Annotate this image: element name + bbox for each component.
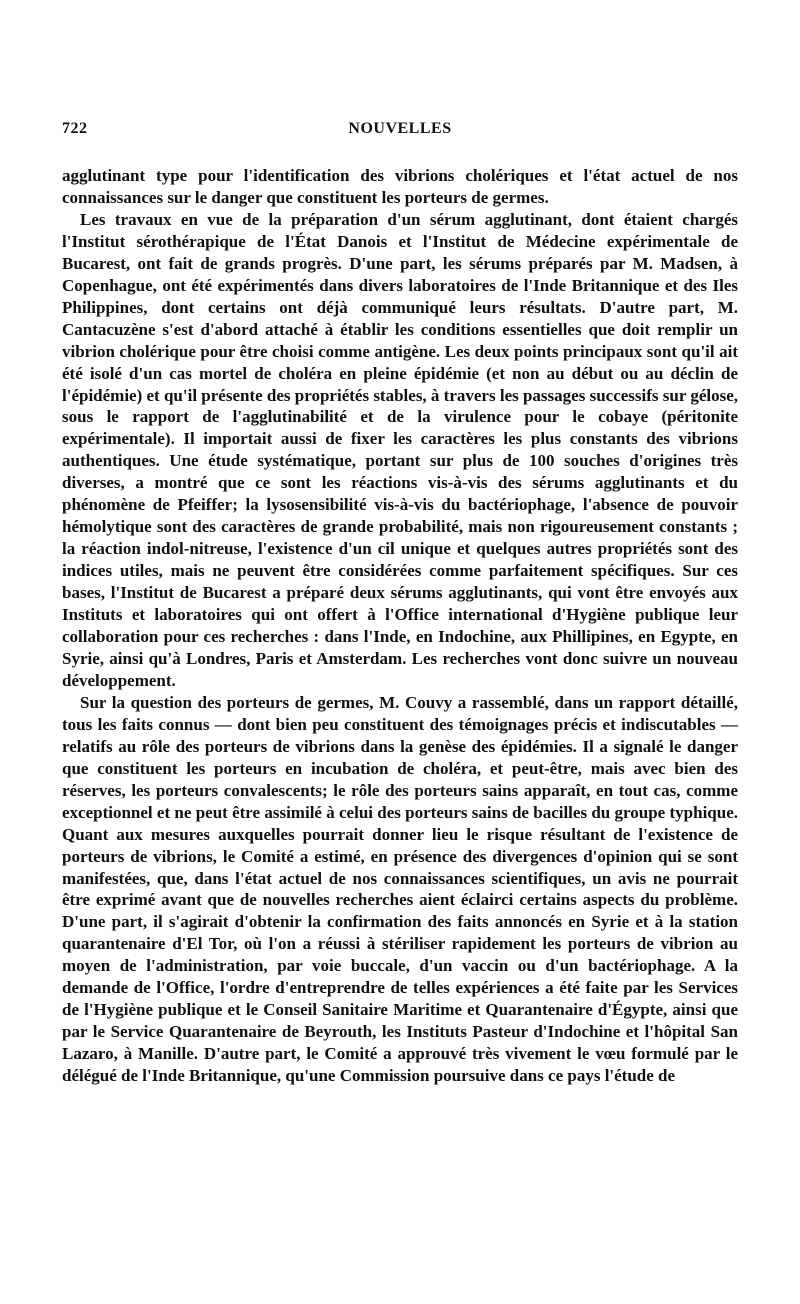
body-text	[62, 165, 738, 1087]
paragraph-germ-carriers: Sur la question des porteurs de germes, M. Couvy a rassemblé, dans un rapport détaillé, tous les faits connus — dont bien peu constituent des témoignages précis et indiscutables — relatifs au rôle des porteurs de vibrions dans la genèse des épidémies. Il a signalé le danger que constituent les porteurs en incubation de choléra, et peut-être, mais avec bien des réserves, les porteurs convalescents; le rôle des porteurs sains apparaît, en tout cas, comme exceptionnel et ne peut être assimilé à celui des porteurs sains de bacilles du groupe typhique. Quant aux mesures auxquelles pourrait donner lieu le risque résultant de l'existence de porteurs de vibrions, le Comité a estimé, en présence des divergences d'opinion qui se sont manifestées, que, dans l'état actuel de nos connaissances scientifiques, un avis ne pourrait être exprimé avant que de nouvelles recherches aient éclairci certains aspects du problème. D'une part, il s'agirait d'obtenir la confirmation des faits annoncés en Syrie et à la station quarantenaire d'El Tor, où l'on a réussi à stériliser rapidement les porteurs de vibrion au moyen de l'administration, par voie buccale, d'un vaccin ou d'un bactériophage. A la demande de l'Office, l'ordre d'entreprendre de telles expériences a été faite par les Services de l'Hygiène publique et le Conseil Sanitaire Maritime et Quarantenaire d'Égypte, ainsi que par le Service Quarantenaire de Beyrouth, les Instituts Pasteur d'Indochine et l'hôpital San Lazaro, à Manille. D'autre part, le Comité a approuvé très vivement le vœu formulé par le délégué de l'Inde Britannique, qu'une Commission poursuive dans ce pays l'étude de	[62, 692, 738, 1086]
paragraph-continuation: agglutinant type pour l'identification des vibrions cholériques et l'état actuel de nos connaissances sur le danger que constituent les porteurs de germes.	[62, 166, 738, 207]
paragraph-serum-research: Les travaux en vue de la préparation d'un sérum agglutinant, dont étaient chargés l'Institut sérothérapique de l'État Danois et l'Institut de Médecine expérimentale de Bucarest, ont fait de grands progrès. D'une part, les sérums préparés par M. Madsen, à Copenhague, ont été expérimentés dans divers laboratoires de l'Inde Britannique et des Iles Philippines, dont certains ont déjà communiqué leurs résultats. D'autre part, M. Cantacuzène s'est d'abord attaché à établir les conditions essentielles que doit remplir un vibrion cholérique pour être choisi comme antigène. Les deux points principaux sont qu'il ait été isolé d'un cas mortel de choléra en pleine épidémie (et non au début ou au déclin de l'épidémie) et qu'il présente des propriétés stables, à travers les passages successifs sur gélose, sous le rapport de l'agglutinabilité et de la virulence pour le cobaye (péritonite expérimentale). Il importait aussi de fixer les caractères les plus constants des vibrions authentiques. Une étude systématique, portant sur plus de 100 souches d'origines très diverses, a montré que ce sont les réactions vis-à-vis des sérums agglutinants et du phénomène de Pfeiffer; la lysosensibilité vis-à-vis du bactériophage, l'absence de pouvoir hémolytique sont des caractères de grande probabilité, mais non rigoureusement constants ; la réaction indol-nitreuse, l'existence d'un cil unique et quelques autres propriétés sont des indices utiles, mais ne peuvent être considérées comme parfaitement spécifiques. Sur ces bases, l'Institut de Bucarest a préparé deux sérums agglutinants, qui vont être envoyés aux Instituts et laboratoires qui ont offert à l'Office international d'Hygiène publique leur collaboration pour ces recherches : dans l'Inde, en Indochine, aux Phillipines, en Egypte, en Syrie, ainsi qu'à Londres, Paris et Amsterdam. Les recherches vont donc suivre un nouveau développement.	[62, 209, 738, 690]
page-header	[62, 120, 738, 144]
page-number: 722	[62, 120, 88, 137]
running-head: NOUVELLES	[348, 120, 452, 137]
